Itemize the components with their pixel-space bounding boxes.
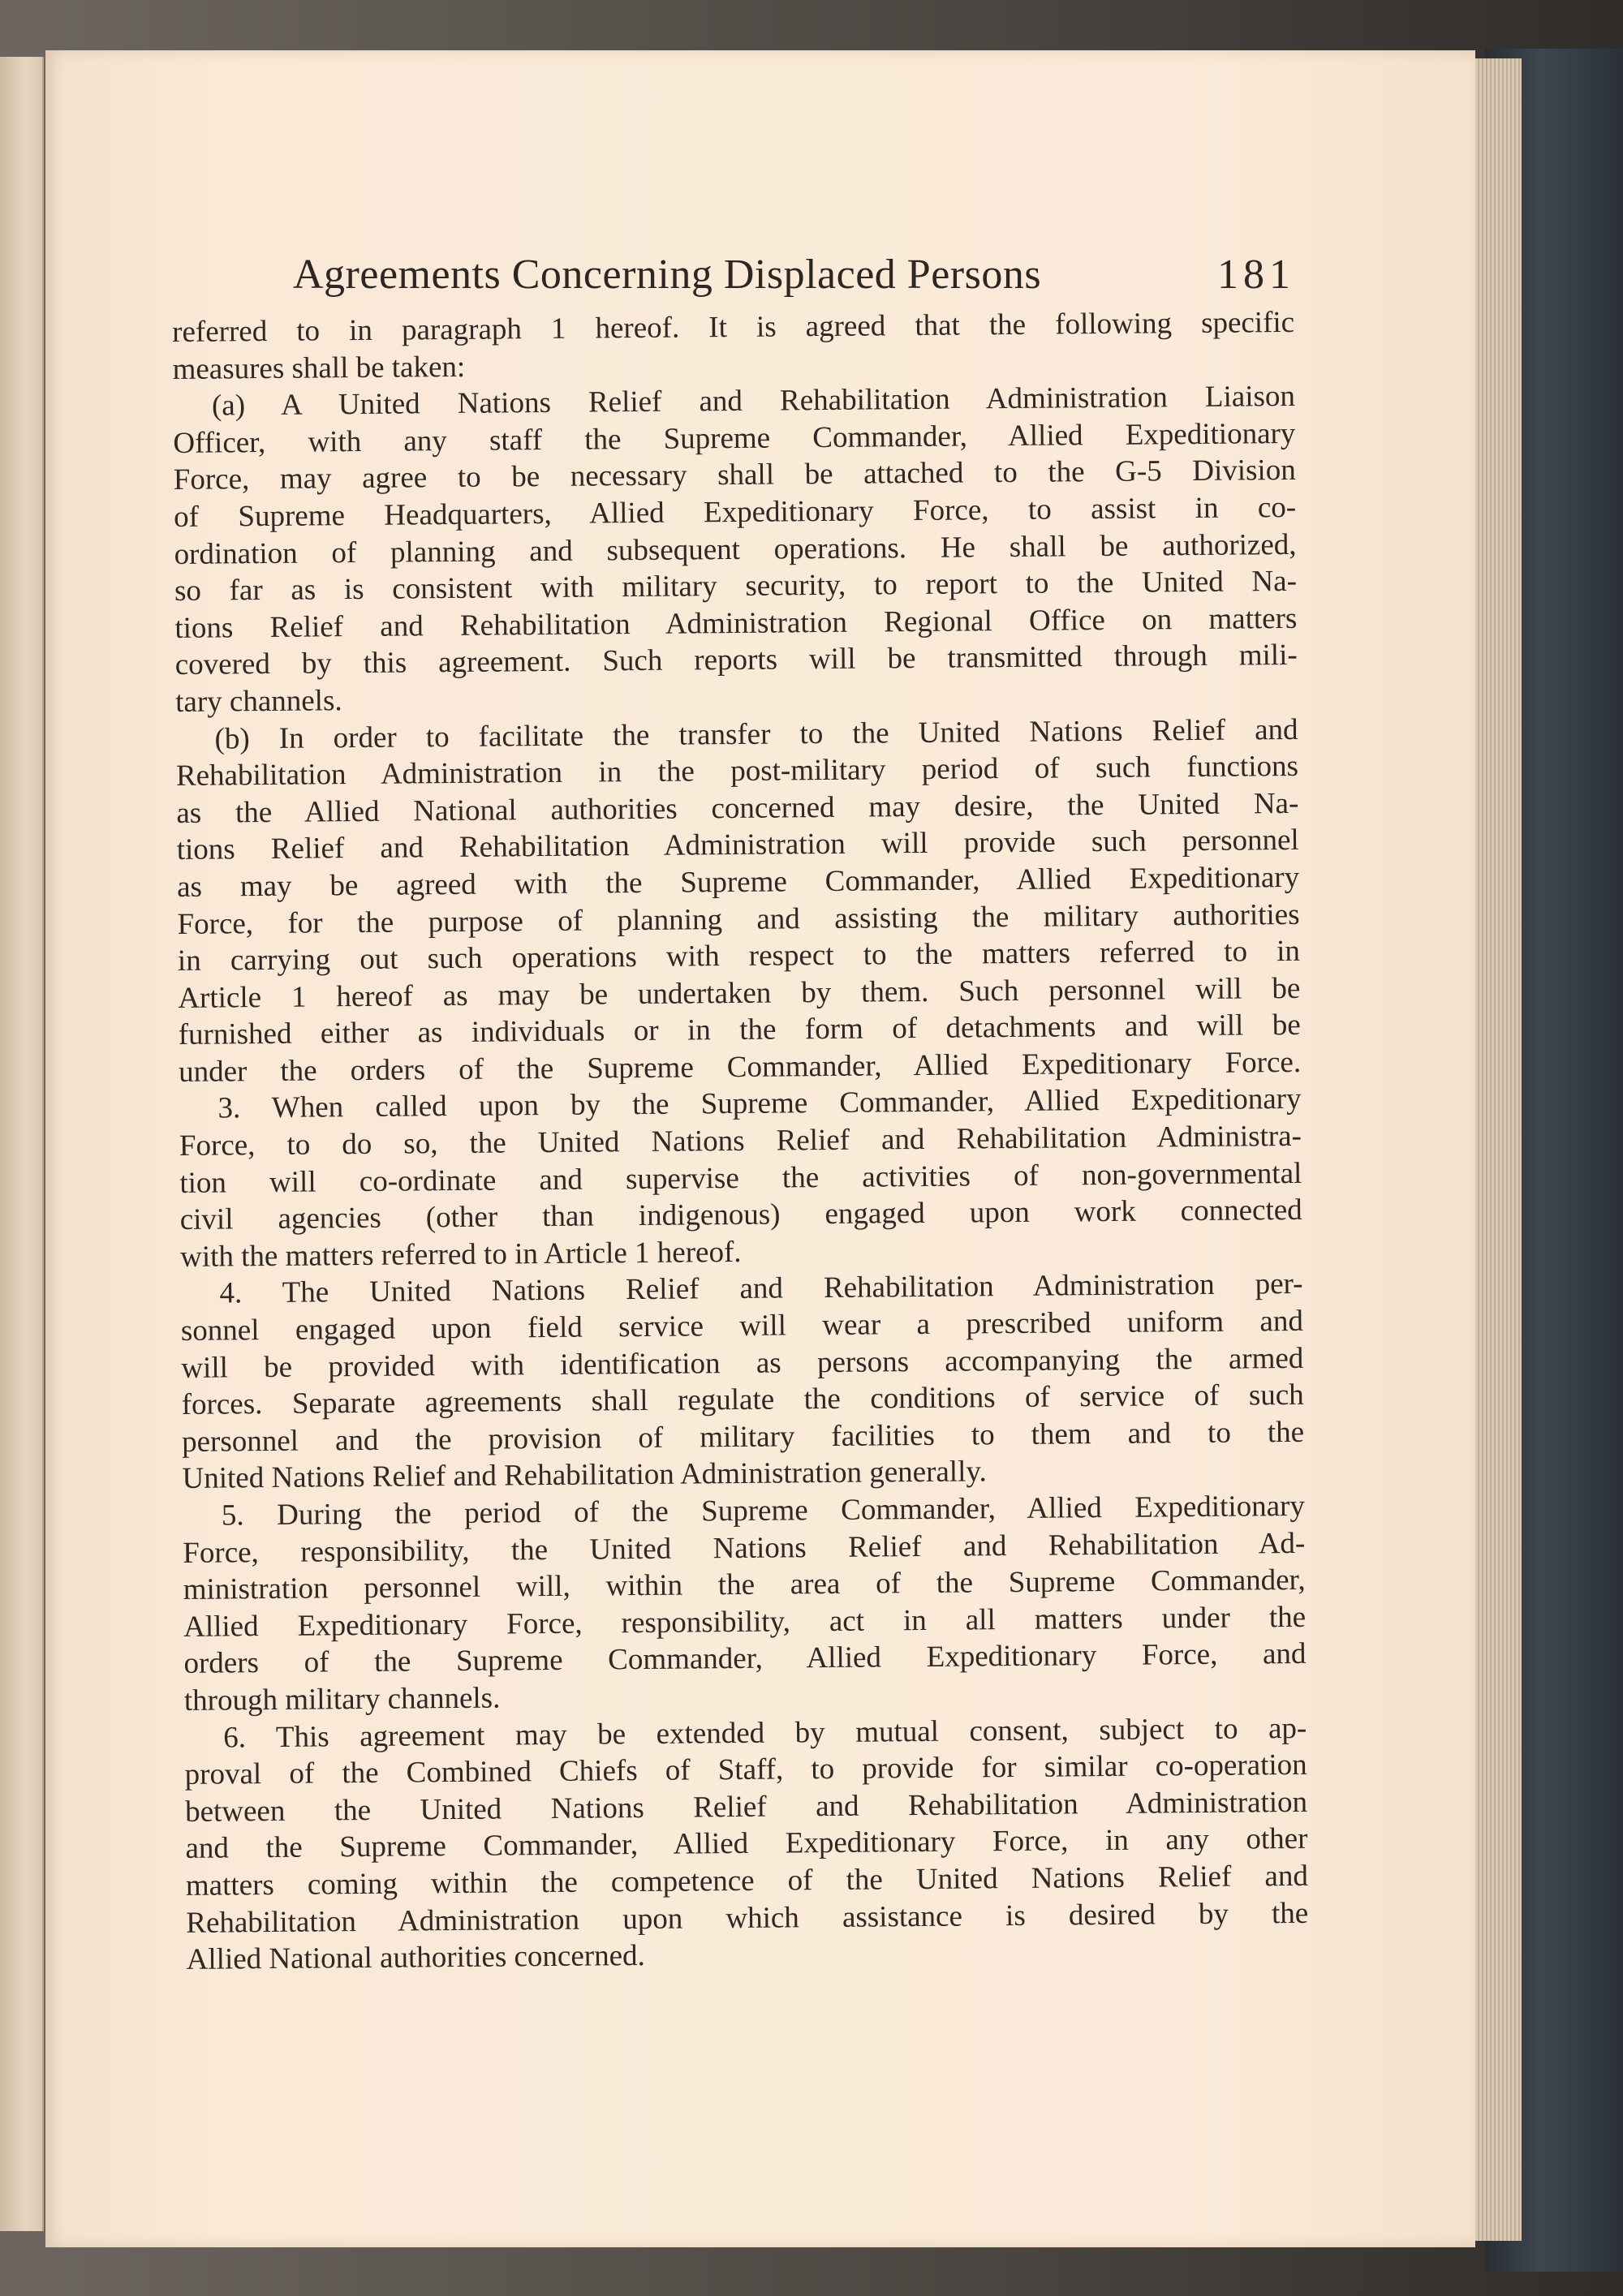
text-line: 5. During the period of the Supreme Commander, Allied Expeditionary [221,1489,1306,1533]
text-line: Rehabilitation Administration in the post-military period of such functions [175,750,1299,793]
paragraph-6 [184,1709,1309,1978]
text-line: forces. Separate agreements shall regulate the conditions of service of such [181,1378,1304,1422]
text-line: civil agencies (other than indigenous) engaged upon work connected [179,1193,1302,1237]
facing-page-edge [0,57,44,2231]
text-line: tions Relief and Rehabilitation Administration will provide such personnel [176,823,1299,867]
paragraph-continued [172,304,1295,388]
text-line: as may be agreed with the Supreme Commander, Allied Expeditionary [176,860,1300,904]
text-line: tion will co-ordinate and supervise the activities of non-governmental [179,1156,1302,1200]
text-line: referred to in paragraph 1 hereof. It is agreed that the following specific [172,305,1295,349]
paragraph-b [175,711,1301,1090]
text-line: Officer, with any staff the Supreme Commander, Allied Expeditionary [173,416,1296,460]
text-line: (b) In order to facilitate the transfer to the United Nations Relief and [214,712,1298,756]
text-line: covered by this agreement. Such reports will be transmitted through mili- [174,638,1298,682]
text-line: tions Relief and Rehabilitation Administration Regional Office on matters [174,601,1298,645]
text-line: Rehabilitation Administration upon which assistance is desired by the [186,1896,1309,1940]
text-line: under the orders of the Supreme Commander, Allied Expeditionary Force. [178,1045,1302,1089]
text-line: matters coming within the competence of the United Nations Relief and [185,1859,1309,1903]
text-line: ministration personnel will, within the area of the Supreme Commander, [183,1563,1306,1607]
text-line: proval of the Combined Chiefs of Staff, to provide for similar co-operation [184,1748,1307,1792]
text-line: personnel and the provision of military facilities to them and to the [181,1415,1305,1459]
running-title: Agreements Concerning Displaced Persons [293,252,1042,298]
page-block-edges [1470,58,1522,2241]
text-line: Force, responsibility, the United Nations Relief and Rehabilitation Ad- [183,1526,1306,1570]
text-line: measures shall be taken: [172,350,466,386]
text-line: and the Supreme Commander, Allied Expeditionary Force, in any other [185,1822,1308,1866]
text-line: 6. This agreement may be extended by mutual consent, subject to ap- [223,1711,1307,1755]
paragraph-3 [179,1081,1302,1275]
text-line: so far as is consistent with military security, to report to the United Na- [174,565,1298,608]
page-number: 181 [1217,252,1295,298]
text-line: Article 1 hereof as may be undertaken by them. Such personnel will be [178,971,1301,1015]
paragraph-5 [183,1488,1307,1720]
text-line: of Supreme Headquarters, Allied Expeditionary Force, to assist in co- [174,490,1297,534]
text-line: ordination of planning and subsequent operations. He shall be authorized, [174,527,1297,571]
text-line: as the Allied National authorities concerned may desire, the United Na- [176,786,1299,830]
text-line: Force, to do so, the United Nations Relief and Rehabilitation Administra- [179,1119,1302,1163]
text-line: will be provided with identification as persons accompanying the armed [181,1341,1304,1385]
text-line: sonnel engaged upon field service will wear a prescribed uniform and [180,1304,1304,1348]
text-line: 3. When called upon by the Supreme Commander, Allied Expeditionary [217,1082,1302,1126]
page-header [293,241,1295,314]
text-line: with the matters referred to in Article 1 hereof. [179,1235,742,1274]
text-line: in carrying out such operations with respect to the matters referred to in [177,934,1301,978]
text-line: furnished either as individuals or in the form of detachments and will be [178,1008,1301,1052]
book-page [45,50,1475,2247]
text-line: through military channels. [183,1681,501,1718]
text-line: 4. The United Nations Relief and Rehabilitation Administration per- [219,1267,1303,1310]
text-line: United Nations Relief and Rehabilitation Administration generally. [182,1455,987,1496]
text-line: Force, may agree to be necessary shall be attached to the G-5 Division [173,454,1296,497]
paragraph-a [173,378,1298,720]
text-line: orders of the Supreme Commander, Allied Expeditionary Force, and [183,1637,1307,1681]
text-line: Allied Expeditionary Force, responsibility, act in all matters under the [183,1600,1307,1644]
text-line: Force, for the purpose of planning and assisting the military authorities [177,897,1300,941]
text-line: (a) A United Nations Relief and Rehabilitation Administration Liaison [211,380,1296,423]
paragraph-4 [180,1266,1304,1498]
text-line: Allied National authorities concerned. [186,1939,645,1977]
text-line: between the United Nations Relief and Rehabilitation Administration [184,1785,1308,1829]
text-line: tary channels. [174,684,342,719]
body-text [172,304,1309,1979]
